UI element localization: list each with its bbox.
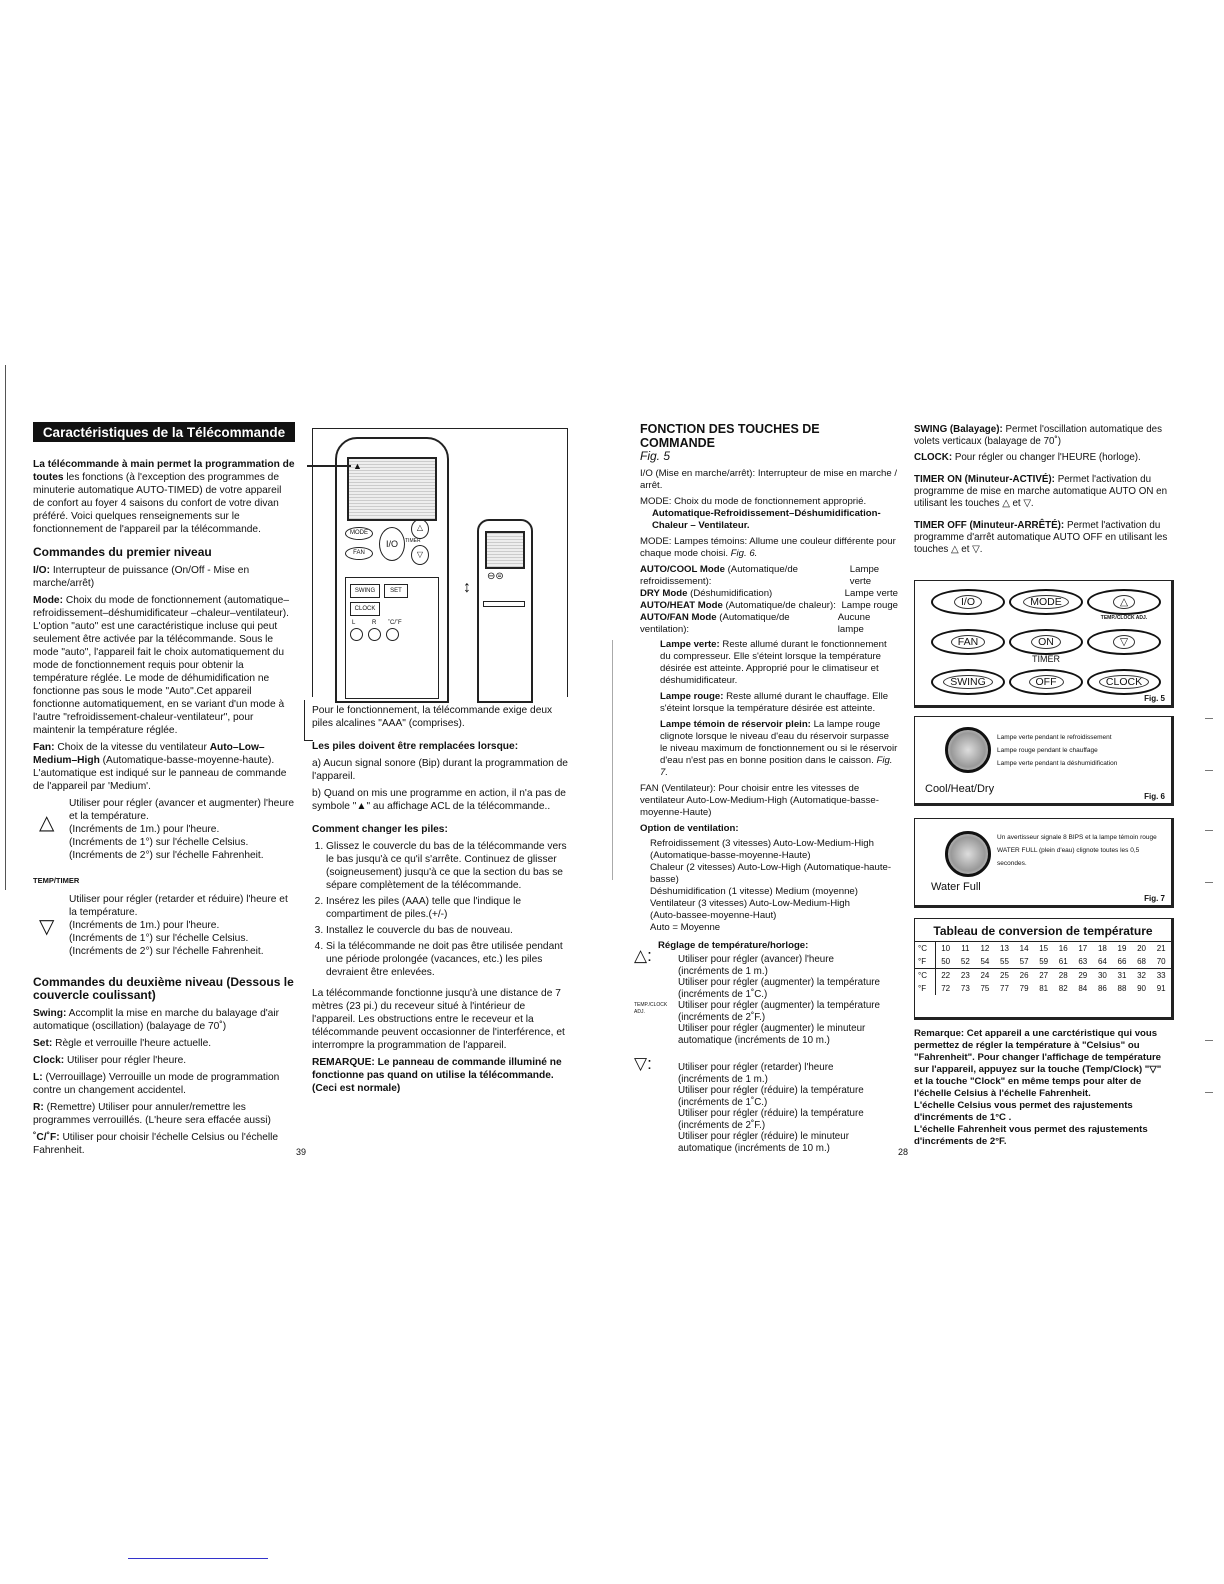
temp-timer-label: TEMP/TIMER [33,876,80,885]
down-line: (Incréments de 2°) sur l'échelle Fahrenheit. [69,946,264,957]
reg-up-line: Utiliser pour régler (avancer) l'heure [678,954,834,965]
mode-desc: (Automatique/de chaleur): [725,600,836,611]
up-line: Utiliser pour régler (avancer et augmenter) l'heure et la température. [69,798,295,822]
right-page-number: 28 [898,1147,909,1157]
mode-lamp: Aucune lampe [837,612,871,635]
fig6-line: Lampe rouge pendant le chauffage [997,747,1098,754]
mode-line: MODE: Choix du mode de fonctionnement approprié. [640,496,867,507]
left-page-number: 39 [296,1147,307,1157]
fig7-frame [914,818,1174,908]
slide-arrow-icon: ↕ [463,579,471,596]
remote-cf-button [386,628,399,641]
change-step: 3. Installez le couvercle du bas de nouveau. [326,924,568,937]
vent-title: Option de ventilation: [640,823,739,834]
fig5-fan-button [931,629,1005,655]
conversion-unit: °C [915,942,935,955]
conversion-cell: 90 [1137,984,1146,993]
conversion-cell: 88 [1117,984,1127,993]
conversion-row [915,982,1171,995]
reg-down-line: (incréments de 2˚F.) [678,1119,766,1131]
fan-text2: (Automatique-basse-moyenne-haute). L'automatique est indiqué sur le panneau de commande de l'appareil par 'Medium'. [33,755,287,792]
fig5-temp-clock-label: TEMP./CLOCK ADJ. [1100,615,1148,621]
full-label: Lampe témoin de réservoir plein: [660,719,811,730]
margin-tick [1205,718,1213,719]
fig6-lines [997,731,1117,770]
conversion-cell: 82 [1058,984,1068,993]
remark-bold-text: Remarque: Cet appareil a une carctéristique qui vous permettez de régler la température à "Celsius" ou "Fahrenheit". Pour changer l'affichage de température sur l'appareil, appuyez sur la touche (Temp/Clock) "▽" et la touche "Clock" en même temps pour alter de l'échelle Celsius à l'échelle Fahrenheit. [914,1028,1162,1099]
conversion-cell: 81 [1039,984,1049,993]
mode-bold: Automatique-Refroidissement–Déshumidification-Chaleur – Ventilateur. [652,508,881,531]
mode-item [33,594,295,737]
down-line: Utiliser pour régler (retarder et réduire) l'heure et la température. [69,894,288,918]
remote-panel [345,577,439,699]
conversion-cell: 84 [1078,984,1088,993]
vent-line: (Automatique-basse-moyenne-Haute) [650,850,811,861]
big-remote [335,437,449,703]
up-triangle-icon: △ [39,812,55,834]
timer-on-line [914,474,1170,510]
conversion-cell: 15 [1039,944,1049,953]
mode-lamp: Lampe rouge [841,600,898,611]
clock-line-label: CLOCK: [914,452,953,463]
mode-row [640,600,898,612]
up-triangle-icon: △: [634,946,652,965]
remote-set-button: SET [384,584,408,598]
mode-label: Mode: [33,595,63,606]
conversion-table [915,942,1171,995]
io-line: I/O (Mise en marche/arrêt): Interrupteur de mise en marche / arrêt. [640,468,897,491]
mode-text: Choix du mode de fonctionnement (automatique–refroidissement–déshumidificateur –chaleur–ventilateur). L'option "auto" est une caractéristique incluse qui peut seulement être activée par la télécommande. Sous le mode "auto", l'appareil fait le choix automatiquement du mode de fonctionnement requis pour obtenir la température réglée. Le mode de déhumidification ne fonctionne pas sous le mode "Auto".Cet appareil fonctionne automatiquement, en se variant d'un mode à l'autre "refroidissement-chaleur-ventilateur", pour maintenir la température réglée. [33,595,289,736]
up-arrow-block [33,797,295,862]
swing-item [33,1007,295,1033]
conversion-unit: °C [915,969,935,983]
fig5-frame [914,580,1174,708]
timer-off-label: TIMER OFF (Minuteur-ARRÊTÉ): [914,520,1065,531]
conversion-cell: 55 [1000,957,1009,966]
conversion-cell: 59 [1039,957,1049,966]
fig6-line: Lampe verte pendant le refroidissement [997,734,1112,741]
battery-b: b) Quand on mis une programme en action, il n'a pas de symbole "▲" au affichage ACL de la télécommande.. [312,788,566,812]
up-line: (Incréments de 1°) sur l'échelle Celsius. [69,837,249,848]
vent-line: Auto = Moyenne [650,922,721,933]
fig5-clock-label: CLOCK [1099,675,1149,689]
remote-cf-label: ˚C/˚F [388,620,402,626]
conversion-cell: 30 [1097,971,1107,980]
reg-up-line: (incréments de 1 m.) [678,965,768,977]
r-item [33,1101,295,1127]
reg-down-line: (incréments de 1 m.) [678,1073,768,1085]
footer-link-line [128,1558,268,1559]
conversion-cell: 14 [1019,944,1029,953]
remote-clock-button: CLOCK [350,602,380,616]
fig5-up-button [1087,589,1161,615]
remote-r-button [368,628,381,641]
intro-rest: les fonctions (à l'exception des programmes de minuterie automatique AUTO-TIMED) de votre appareil de confort au foyer 4 saisons du confort de votre divan préféré. Voici quelques renseignements sur le fonctionnement de l'appareil par la télécommande. [33,472,282,535]
remote-down-button: ▽ [411,545,429,565]
cf-item [33,1131,295,1157]
intro-bold: La télécommande à main permet la programmation de toutes [33,459,295,483]
mode-desc: (Déshumidification) [690,588,773,599]
conversion-cell: 18 [1097,944,1107,953]
right-remark [914,1028,1170,1148]
battery-a: a) Aucun signal sonore (Bip) durant la programmation de l'appareil. [312,758,568,782]
margin-tick [1205,830,1213,831]
full-text: La lampe rouge clignote lorsque le niveau d'eau du réservoir surpasse le niveau maximum de fonctionnement ou si le réservoir d'eau n'est pas en bonne position dans le caisson. [660,719,898,766]
conversion-cell: 16 [1058,944,1068,953]
conversion-cell: 31 [1117,971,1127,980]
conversion-cell: 91 [1156,984,1166,993]
clock-item [33,1054,295,1067]
fan-line: FAN (Ventilateur): Pour choisir entre les vitesses de ventilateur Auto-Low-Medium-High (Automatique-basse-moyenne-Haute) [640,783,879,818]
controls-fig: Fig. 5 [640,449,671,463]
mode2-line [640,536,898,560]
r-text: (Remettre) Utiliser pour annuler/remettre les programmes verrouillés. (L'heure sera effacée aussi) [33,1102,271,1126]
margin-tick [1205,770,1213,771]
remote-fan-button: FAN [345,547,373,560]
clock-text: Utiliser pour régler l'heure. [66,1055,187,1066]
mode-row [640,612,898,636]
mode-lamp: Lampe verte [844,588,898,599]
range-text: La télécommande fonctionne jusqu'à une distance de 7 mètres (23 pi.) du receveur situé à l'intérieur de l'appareil. Les obstructions entre le receveur et la télécommande peuvent occasionner de l'interférence, et interrompre la programmation de l'appareil. [312,988,565,1051]
temp-clock-adj-label: TEMP./CLOCK ADJ. [634,1002,668,1015]
conversion-cell: 61 [1058,957,1068,966]
conversion-cell: 29 [1078,971,1088,980]
mode-desc: (Automatique/de refroidissement): [640,564,799,587]
fig5-down-label: ▽ [1113,635,1135,649]
remote-l-label: L [352,620,356,626]
reg-up-line: Utiliser pour régler (augmenter) la température [678,977,881,988]
fig5-swing-button [931,669,1005,695]
conversion-cell: 77 [1000,984,1009,993]
conversion-table-frame [914,918,1174,1020]
change-step: 2. Insérez les piles (AAA) telle que l'indique le compartiment de piles.(+/-) [326,895,568,921]
fig5-io-label: I/O [954,595,982,609]
reg-down-line: Utiliser pour régler (réduire) la température [678,1108,864,1119]
reg-up-line: (incréments de 1˚C.) [678,988,768,1000]
conversion-unit: °F [915,955,935,969]
fig5-label: Fig. 5 [1144,694,1165,703]
vent-lines [640,838,898,934]
red-lamp [640,691,898,715]
left-margin-line [5,365,6,890]
red-label: Lampe rouge: [660,691,724,702]
fig5-clock-button [1087,669,1161,695]
swing-text: Accomplit la mise en marche du balayage d'air automatique (oscillation) (balayage de 70˚) [33,1008,279,1032]
l-text: (Verrouillage) Verrouille un mode de programmation contre un changement accidentel. [33,1072,280,1096]
remark-fahrenheit: L'échelle Fahrenheit vous permet des rajustements d'incréments de 2°F. [914,1124,1148,1147]
fig7-lamp-icon [945,831,991,877]
conversion-cell: 50 [941,957,951,966]
change-title: Comment changer les piles: [312,824,448,835]
set-item [33,1037,295,1050]
timer-off-text: Permet l'activation du programme d'arrêt automatique AUTO OFF en utilisant les touches △ et ▽. [914,520,1168,555]
conversion-cell: 26 [1019,971,1029,980]
reg-down-line: Utiliser pour régler (réduire) la température [678,1085,864,1096]
fig5-on-button [1009,629,1083,655]
conversion-cell: 10 [941,944,951,953]
full-fig: Fig. 7. [660,755,893,778]
conversion-cell: 13 [1000,944,1009,953]
reg-down-line: (incréments de 1˚C.) [678,1096,768,1108]
conversion-cell: 54 [980,957,990,966]
conversion-cell: 22 [941,971,951,980]
vent-line: (Auto-bassee-moyenne-Haut) [650,910,777,921]
conversion-cell: 21 [1156,944,1166,953]
conversion-cell: 70 [1156,957,1166,966]
conversion-cell: 72 [941,984,951,993]
conversion-cell: 73 [960,984,970,993]
fig5-swing-label: SWING [943,675,993,689]
fan-label: Fan: [33,742,55,753]
reg-up-line: (incréments de 2˚F.) [678,1011,766,1023]
mode2-fig: Fig. 6. [730,548,758,559]
reg-down-line: automatique (incréments de 10 m.) [678,1142,830,1154]
fan-speeds: Auto–Low–Medium–High [33,742,265,766]
margin-tick [1205,882,1213,883]
green-label: Lampe verte: [660,639,720,650]
down-arrow-block [33,893,295,958]
remote-io-button: I/O [379,527,405,561]
remark-label: REMARQUE: [312,1057,375,1068]
fig6-lamp-icon [945,727,991,773]
green-text: Reste allumé durant le fonctionnement du compresseur. Elle s'éteint lorsque la température désirée est atteinte. Approprié pour le climatiseur et déshumidificateur. [660,639,887,686]
conversion-cell: 57 [1019,957,1029,966]
conversion-row [915,969,1171,983]
fig5-up-label: △ [1113,595,1135,609]
conversion-cell: 33 [1156,971,1166,980]
set-text: Règle et verrouille l'heure actuelle. [55,1038,212,1049]
fig6-label: Fig. 6 [1144,792,1165,801]
fig5-down-button [1087,629,1161,655]
conversion-table-title: Tableau de conversion de température [915,919,1171,942]
red-text: Reste allumé durant le chauffage. Elle s'éteint lorsque la température désirée est atteinte. [660,691,889,714]
change-step: 1. Glissez le couvercle du bas de la télécommande vers le bas jusqu'à ce qu'il s'arrête. Continuez de glisser (soigneusement) jusqu'à ce que la section du bas se sépare complètement de la télécommande. [326,840,568,892]
remark-celsius: L'échelle Celsius vous permet des rajustements d'incréments de 1°C . [914,1100,1133,1123]
green-lamp [640,639,898,687]
conversion-cell: 27 [1039,971,1049,980]
reg-up-line: automatique (incréments de 10 m.) [678,1034,830,1046]
conversion-cell: 24 [980,971,990,980]
vent-line: Refroidissement (3 vitesses) Auto-Low-Medium-High [650,838,874,849]
conversion-cell: 11 [961,944,970,953]
conversion-cell: 25 [1000,971,1009,980]
reg-up-line: Utiliser pour régler (augmenter) la température [678,1000,881,1011]
lcd-triangle-icon: ▲ [353,461,362,471]
mode-desc: (Automatique/de ventilation): [640,612,790,635]
mode-name: DRY Mode [640,588,688,599]
center-fold-line [612,640,613,880]
fig5-mode-label: MODE [1023,595,1069,609]
reg-title: Réglage de température/horloge: [658,940,809,951]
swing-line [914,424,1170,448]
conversion-cell: 52 [960,957,970,966]
up-line: (Incréments de 1m.) pour l'heure. [69,824,220,835]
vent-line: Ventilateur (3 vitesses) Auto-Low-Medium-High [650,898,850,909]
reg-down-block [634,1054,898,1154]
swing-line-label: SWING (Balayage): [914,424,1003,435]
timer-on-text: Permet l'activation du programme de mise en marche automatique AUTO ON en utilisant les touches △ et ▽. [914,474,1168,509]
set-label: Set: [33,1038,53,1049]
change-steps [312,840,568,979]
conversion-cell: 86 [1097,984,1107,993]
fig6-line: Lampe verte pendant la déshumidification [997,760,1118,767]
up-line: (Incréments de 2°) sur l'échelle Fahrenheit. [69,850,264,861]
remote-caption: Pour le fonctionnement, la télécommande exige deux piles alcalines "AAA" (comprises). [312,705,553,729]
small-remote [477,519,533,703]
reg-down-line: Utiliser pour régler (réduire) le minuteur [678,1131,849,1142]
conversion-cell: 68 [1137,957,1146,966]
margin-tick [1205,1092,1213,1093]
vent-line: Chaleur (2 vitesses) Auto-Low-High (Automatique-haute-basse) [650,862,892,885]
remote-up-button: △ [411,519,429,539]
remark [312,1056,568,1095]
callout-arrow-line [307,465,351,467]
conversion-cell: 75 [980,984,990,993]
small-remote-lcd [485,531,525,569]
mode-name: AUTO/HEAT Mode [640,600,723,611]
remote-mode-button: MODE [345,527,373,540]
controls-title: FONCTION DES TOUCHES DE COMMANDE [640,422,820,450]
conversion-cell: 64 [1097,957,1107,966]
fig7-caption: Water Full [931,881,981,893]
fan-item [33,741,295,793]
conversion-cell: 20 [1137,944,1146,953]
fig7-label: Fig. 7 [1144,894,1165,903]
fig7-text: Un avertisseur signale 8 BIPS et la lampe témoin rouge WATER FULL (plein d'eau) clignote toutes les 0,5 secondes. [997,834,1157,867]
mode-name: AUTO/FAN Mode [640,612,717,623]
fig5-off-label: OFF [1029,675,1064,689]
mode-row [640,588,898,600]
clock-label: Clock: [33,1055,65,1066]
conversion-cell: 63 [1078,957,1088,966]
clock-line [914,452,1170,464]
io-text: Interrupteur de puissance (On/Off - Mise en marche/arrêt) [33,565,250,589]
down-line: (Incréments de 1m.) pour l'heure. [69,920,220,931]
conversion-cell: 79 [1019,984,1029,993]
right-col-1 [634,422,898,1154]
l-item [33,1071,295,1097]
remote-l-button [350,628,363,641]
clock-line-text: Pour régler ou changer l'HEURE (horloge). [954,452,1141,463]
section1-title: Commandes du premier niveau [33,545,212,559]
swing-label: Swing: [33,1008,67,1019]
left-col-2 [312,704,568,1099]
fig5-on-label: ON [1031,635,1061,649]
timer-off-line [914,520,1170,556]
battery-title: Les piles doivent être remplacées lorsque: [312,741,519,752]
conversion-cell: 12 [980,944,990,953]
fig5-mode-button [1009,589,1083,615]
mode-name: AUTO/COOL Mode [640,564,725,575]
conversion-cell: 23 [960,971,970,980]
conversion-unit: °F [915,982,935,995]
intro-paragraph [33,458,295,536]
down-triangle-icon: ▽ [39,916,55,938]
reg-down-line: Utiliser pour régler (retarder) l'heure [678,1062,834,1073]
io-label: I/O: [33,565,50,576]
vent-line: Déshumidification (1 vitesse) Medium (moyenne) [650,886,858,897]
cf-label: ˚C/˚F: [33,1132,60,1143]
r-label: R: [33,1102,44,1113]
down-line: (Incréments de 1°) sur l'échelle Celsius. [69,933,249,944]
fig5-off-button [1009,669,1083,695]
io-item [33,564,295,590]
mode-row [640,564,898,588]
remote-timer-label: TIMER [405,538,421,544]
small-remote-buttons: ⊖⊜ [487,571,504,582]
fan-text: Choix de la vitesse du ventilateur [57,742,207,753]
down-triangle-icon: ▽: [634,1054,652,1073]
reg-up-block [634,946,898,1046]
remote-illustration-frame [312,428,568,697]
left-col-1 [33,422,295,1161]
mode2-text: MODE: Lampes témoins: Allume une couleur différente pour chaque mode choisi. [640,536,896,559]
remark-text: Le panneau de commande illuminé ne fonctionne pas quand on utilise la télécommande. (Ceci est normale) [312,1057,562,1094]
swing-line-text: Permet l'oscillation automatique des volets verticaux (balayage de 70˚) [914,424,1162,447]
conversion-cell: 28 [1058,971,1068,980]
fig5-io-button [931,589,1005,615]
conversion-row [915,955,1171,969]
reg-up-line: Utiliser pour régler (augmenter) le minuteur [678,1023,866,1034]
fig6-caption: Cool/Heat/Dry [925,783,995,795]
conversion-cell: 32 [1137,971,1146,980]
section2-title: Commandes du deuxième niveau (Dessous le couvercle coulissant) [33,975,294,1002]
cf-text: Utiliser pour choisir l'échelle Celsius ou l'échelle Fahrenheit. [33,1132,279,1156]
full-lamp [640,719,898,779]
remote-swing-button: SWING [350,584,380,598]
margin-tick [1205,1040,1213,1041]
l-label: L: [33,1072,43,1083]
fig6-frame [914,716,1174,806]
mode-lamp: Lampe verte [849,564,880,587]
features-header: Caractéristiques de la Télécommande [33,422,295,442]
fig5-timer-label: TIMER [1032,654,1060,664]
remote-r-label: R [372,620,377,626]
small-remote-slot [483,601,525,607]
conversion-cell: 66 [1117,957,1127,966]
change-step: 4. Si la télécommande ne doit pas être utilisée pendant une période prolongée (vacances, etc.) les piles devraient être enlevées. [326,940,568,979]
conversion-row [915,942,1171,955]
conversion-cell: 19 [1117,944,1127,953]
conversion-cell: 17 [1078,944,1088,953]
right-col-2 [914,424,1170,560]
timer-on-label: TIMER ON (Minuteur-ACTIVÉ): [914,474,1055,485]
fig5-fan-label: FAN [951,635,985,649]
